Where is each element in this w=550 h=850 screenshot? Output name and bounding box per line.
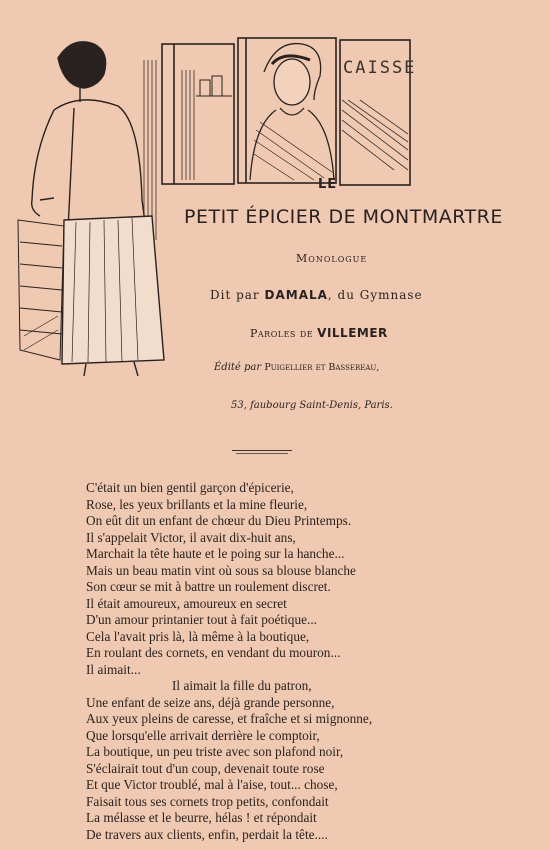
poem-line: La boutique, un peu triste avec son plafond noir, bbox=[86, 744, 344, 759]
genre-label: Monologue bbox=[296, 252, 368, 265]
page-title: PETIT ÉPICIER DE MONTMARTRE bbox=[184, 206, 503, 228]
performer-prefix: Dit par bbox=[210, 288, 260, 302]
poem-text bbox=[86, 480, 496, 843]
poem-line: On eût dit un enfant de chœur du Dieu Printemps. bbox=[86, 513, 352, 528]
poem-line: De travers aux clients, enfin, perdait la tête.... bbox=[86, 826, 328, 842]
poem-line: Une enfant de seize ans, déjà grande personne, bbox=[86, 694, 335, 710]
poem-line: Cela l'avait pris là, là même à la boutique, bbox=[86, 628, 310, 644]
poem-line: C'était un bien gentil garçon d'épicerie, bbox=[86, 480, 294, 495]
divider bbox=[232, 450, 292, 451]
caisse-sign: CAISSE bbox=[343, 58, 417, 78]
poem-line: Et que Victor troublé, mal à l'aise, tout... chose, bbox=[86, 777, 338, 792]
performer-name: DAMALA bbox=[264, 288, 328, 302]
publisher-names: Puigellier et Bassereau, bbox=[264, 362, 380, 373]
lyricist-line bbox=[250, 326, 388, 340]
poem-line: D'un amour printanier tout à fait poétique... bbox=[86, 612, 317, 627]
poem-line: S'éclairait tout d'un coup, devenait toute rose bbox=[86, 760, 325, 776]
poem-line: Il s'appelait Victor, il avait dix-huit ans, bbox=[86, 529, 296, 545]
poem-line: Il aimait la fille du patron, bbox=[172, 678, 312, 693]
lyricist-name: VILLEMER bbox=[317, 326, 388, 340]
poem-line: Marchait la tête haute et le poing sur la hanche... bbox=[86, 546, 345, 561]
poem-line: Il aimait... bbox=[86, 661, 141, 677]
performer-suffix: , du Gymnase bbox=[327, 288, 423, 302]
poem-line: Son cœur se mit à battre un roulement discret. bbox=[86, 579, 331, 594]
poem-line: La mélasse et le beurre, hélas ! et répondait bbox=[86, 810, 317, 825]
poem-line: Faisait tous ses cornets trop petits, confondait bbox=[86, 793, 329, 809]
publisher-prefix: Édité par bbox=[214, 362, 262, 373]
poem-line: En roulant des cornets, en vendant du mouron... bbox=[86, 645, 341, 660]
title-article: LE bbox=[318, 177, 338, 192]
poem-line: Que lorsqu'elle arrivait derrière le comptoir, bbox=[86, 727, 320, 743]
poem-line: Aux yeux pleins de caresse, et fraîche et si mignonne, bbox=[86, 711, 373, 726]
performer-line bbox=[210, 288, 460, 302]
poem-line: Rose, les yeux brillants et la mine fleurie, bbox=[86, 496, 308, 512]
poem-line: Il était amoureux, amoureux en secret bbox=[86, 595, 287, 611]
publisher-address: 53, faubourg Saint-Denis, Paris. bbox=[231, 400, 393, 411]
publisher-line bbox=[214, 362, 379, 373]
poem-line: Mais un beau matin vint où sous sa blouse blanche bbox=[86, 562, 356, 578]
lyricist-prefix: Paroles de bbox=[250, 327, 314, 340]
